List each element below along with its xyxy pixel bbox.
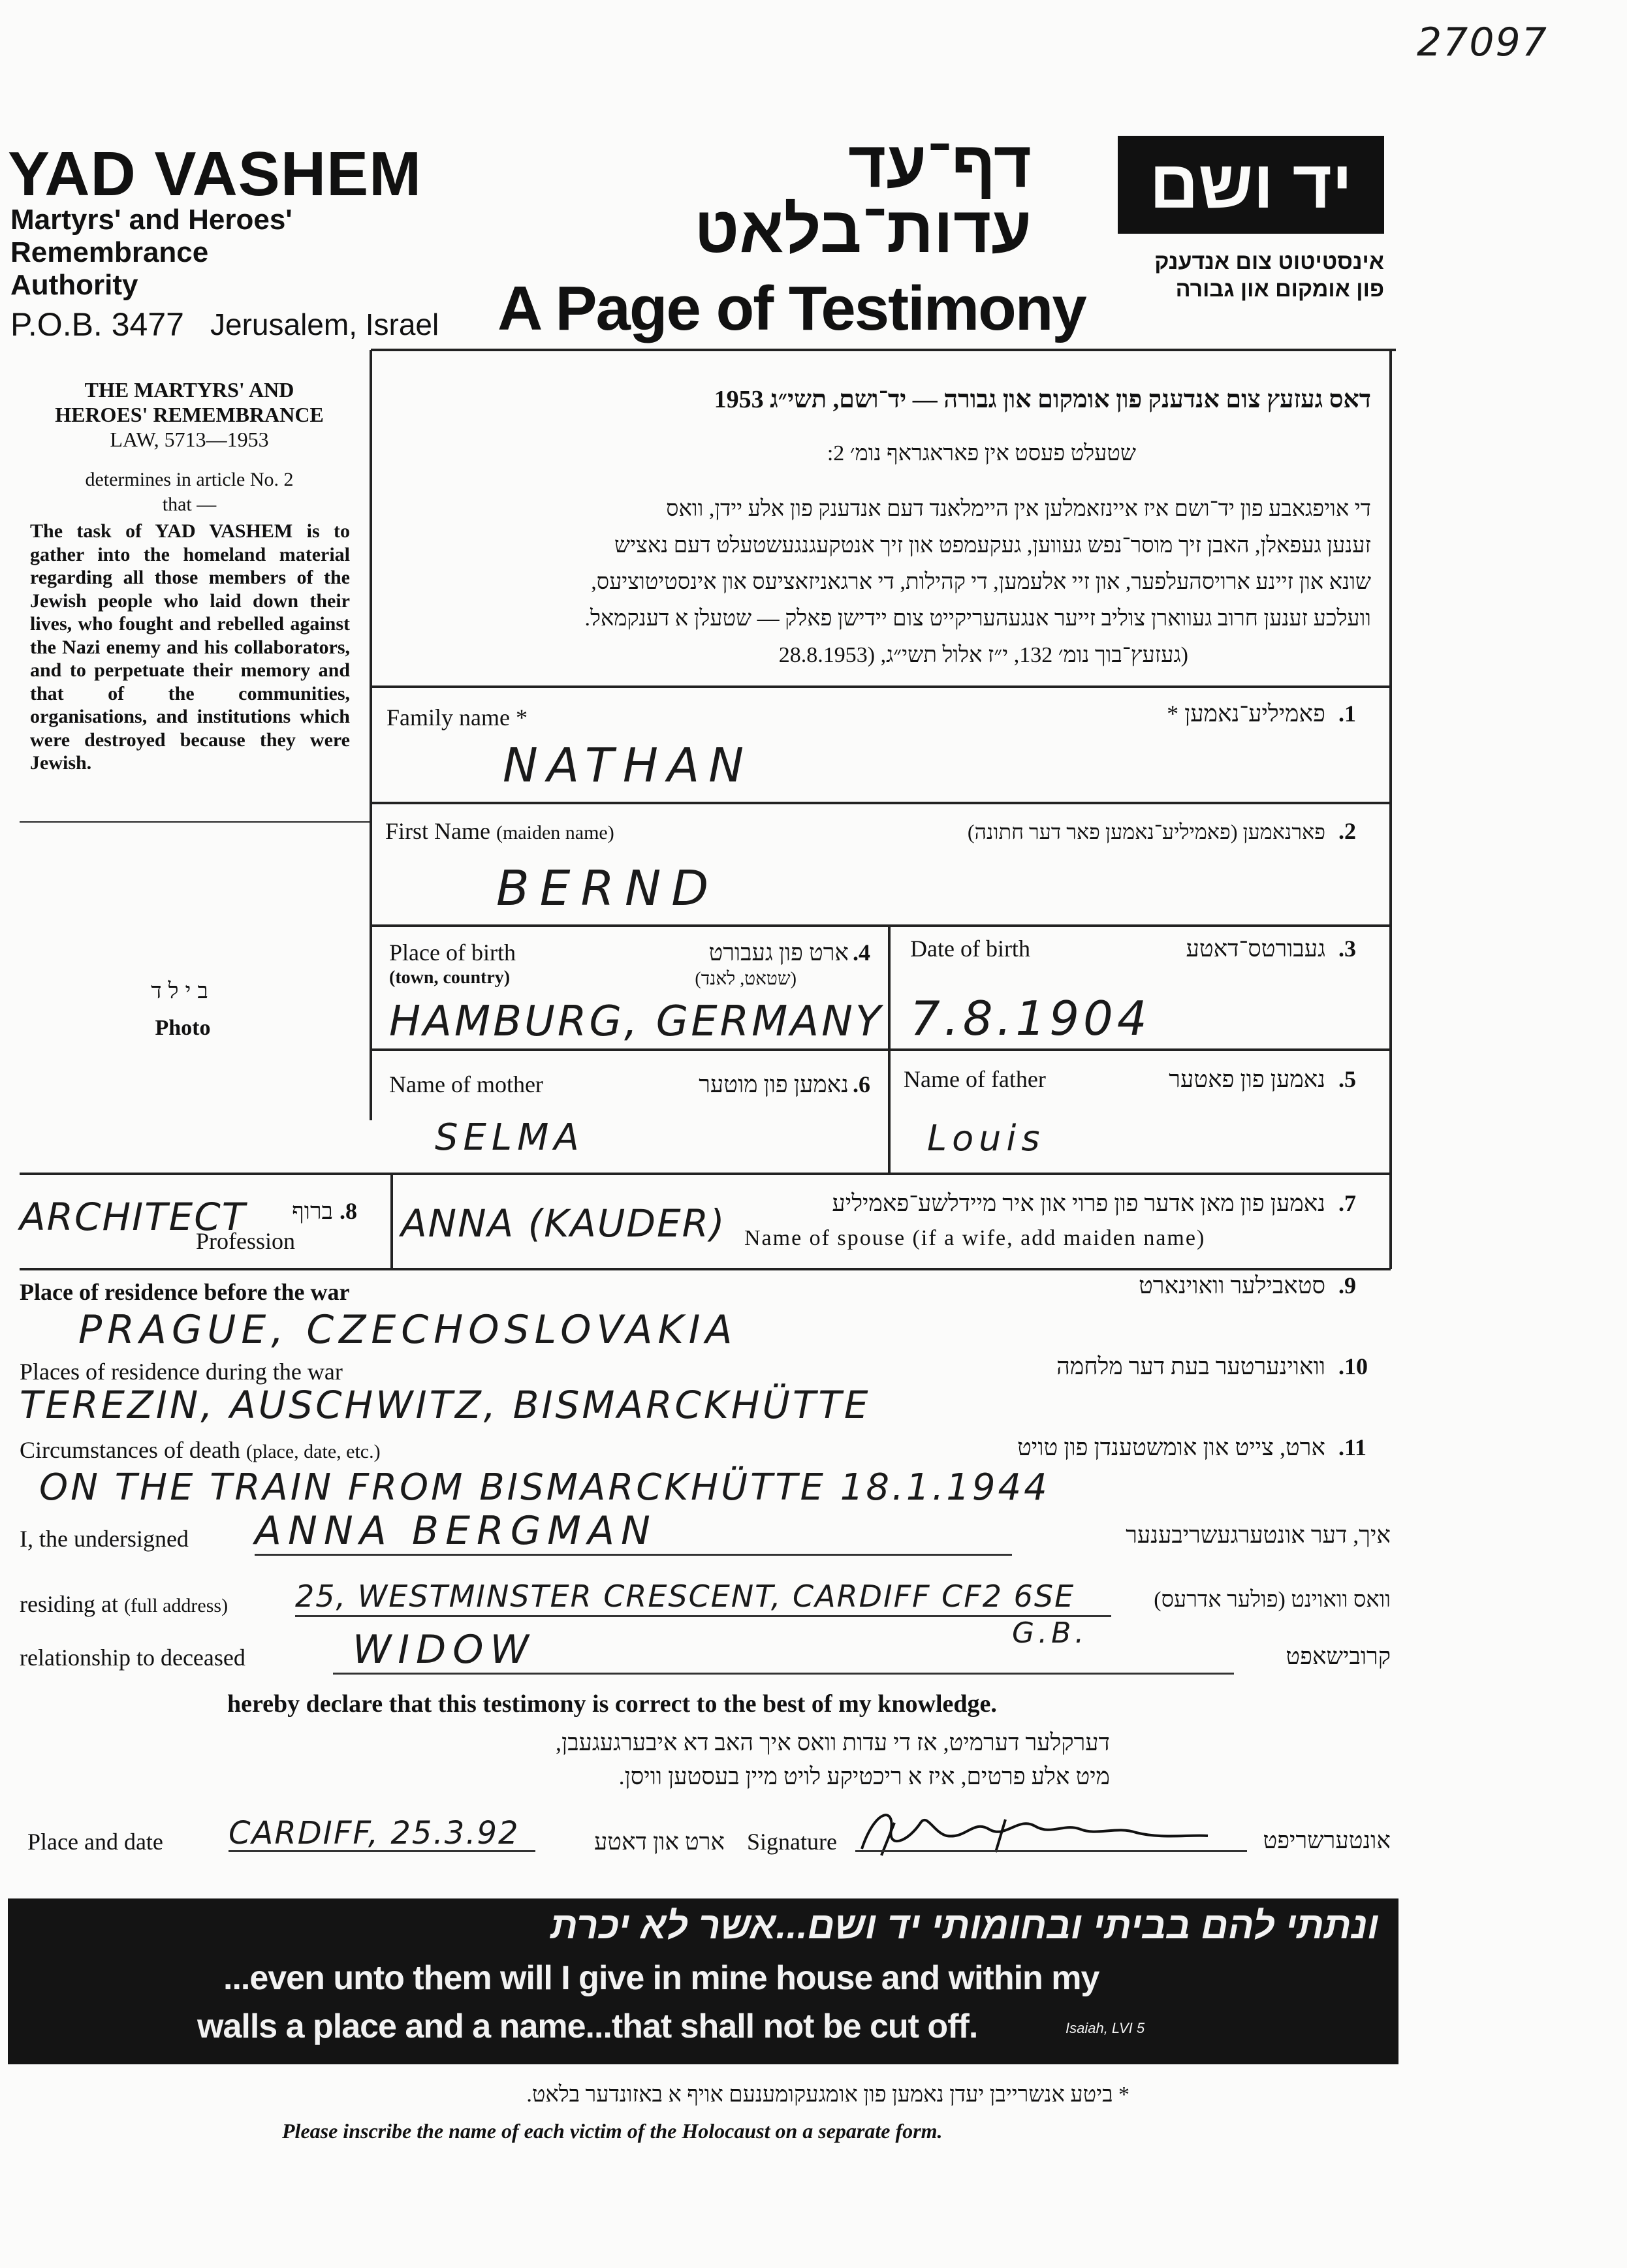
- row-rule-6: [20, 1268, 1391, 1270]
- institute-line-1: אינסטיטוט צום אנדענק: [1154, 249, 1384, 274]
- city: Jerusalem, Israel: [210, 307, 439, 341]
- split-rule-2: [888, 1050, 891, 1174]
- place-of-birth-label: Place of birth: [389, 939, 516, 966]
- residing-value[interactable]: 25, WESTMINSTER CRESCENT, CARDIFF CF2 6SE: [295, 1579, 1075, 1614]
- residence-during-label: Places of residence during the war: [20, 1359, 343, 1385]
- relationship-line: [333, 1673, 1234, 1675]
- residence-during-label-yi: וואוינערטער בעת דער מלחמה: [1056, 1353, 1325, 1379]
- split-rule-1: [888, 926, 891, 1050]
- yad-vashem-logo: יד ושם: [1118, 136, 1384, 234]
- father-name-value[interactable]: Louis: [927, 1118, 1045, 1159]
- photo-label-he: בילד: [151, 979, 215, 1003]
- place-date-label: Place and date: [27, 1829, 163, 1855]
- first-name-value[interactable]: BERND: [496, 860, 719, 917]
- header-rule: [371, 349, 1396, 351]
- residence-before-value[interactable]: PRAGUE, CZECHOSLOVAKIA: [78, 1307, 738, 1353]
- place-of-birth-label-yi: ארט פון געבורט: [708, 939, 849, 966]
- first-name-label-yi: פארנאמען (פאמיליע־נאמען פאר דער חתונה): [967, 820, 1325, 843]
- place-of-birth-value[interactable]: HAMBURG, GERMANY: [389, 998, 884, 1046]
- mother-name-value[interactable]: SELMA: [435, 1116, 584, 1159]
- law-yiddish-2: שטעלט פעסט אין פאראגראף נומ׳ 2:: [827, 441, 1136, 465]
- law-rule: [20, 821, 370, 823]
- family-name-value[interactable]: NATHAN: [503, 738, 753, 793]
- banner-line-2: walls a place and a name...that shall not be cut off.: [197, 2008, 978, 2045]
- residing-line: [295, 1615, 1111, 1617]
- profession-label-yi: ברוף: [292, 1198, 333, 1224]
- signature-line: [855, 1850, 1247, 1852]
- field-5-number: .5: [1338, 1066, 1356, 1092]
- place-date-label-yi: ארט און דאטע: [593, 1829, 725, 1855]
- field-6-number: .6: [853, 1071, 870, 1097]
- father-name-label-yi: נאמען פון פאטער: [1169, 1066, 1325, 1092]
- first-name-label: First Name (maiden name): [385, 818, 614, 844]
- banner-line-1: ...even unto them will I give in mine house and within my: [223, 1959, 1099, 1997]
- yiddish-title-2: עדות־בלאט: [694, 193, 1032, 266]
- circumstances-label: Circumstances of death (place, date, etc.): [20, 1437, 381, 1463]
- family-name-label: Family name *: [387, 704, 528, 731]
- isaiah-banner: [8, 1898, 1398, 2064]
- mother-name-label-yi: נאמען פון מוטער: [699, 1071, 849, 1097]
- law-yiddish-1: דאס געזעץ צום אנדענק פון אומקום און גבורה — יד־ושם, תשי״ג 1953: [714, 386, 1371, 413]
- place-of-birth-sub-yi: (שטאט, לאנד): [695, 969, 797, 989]
- footer-english: Please inscribe the name of each victim of the Holocaust on a separate form.: [282, 2119, 943, 2143]
- declaration-yi-2: מיט אלע פרטים, איז א ריכטיקע לויט מיין בעסטען וויסן.: [618, 1763, 1110, 1789]
- place-of-birth-sub: (town, country): [389, 968, 511, 988]
- place-date-value[interactable]: CARDIFF, 25.3.92: [229, 1815, 520, 1851]
- declaration-yi-1: דערקלער דערמיט, אז די עדות וואס איך האב דא איבערגעגעבן,: [556, 1729, 1110, 1756]
- relationship-value[interactable]: WIDOW: [353, 1627, 535, 1673]
- place-date-line: [229, 1850, 535, 1852]
- form-right-rule: [1389, 350, 1392, 1269]
- law-body: The task of YAD VASHEM is to gather into the homeland material regarding all those members of the Jewish people who laid down their lives, who fought and rebelled against the Nazi enemy and his collaborators, and to perpetuate their memory and that of the communities, organisations, and institutions which were destroyed because they were Jewish.: [30, 520, 350, 774]
- spouse-label-yi: נאמען פון מאן אדער פון פרוי און איר מיידלשע־פאמיליע: [832, 1190, 1325, 1216]
- undersigned-line: [255, 1554, 1012, 1556]
- row-rule-4: [371, 1048, 1391, 1051]
- field-2-number: .2: [1338, 818, 1356, 844]
- mother-name-label: Name of mother: [389, 1071, 543, 1097]
- field-7-number: .7: [1338, 1190, 1356, 1216]
- law-determines: determines in article No. 2: [85, 469, 294, 490]
- row-rule-1: [371, 685, 1391, 688]
- archive-number: 27097: [1417, 20, 1548, 65]
- residence-before-label: Place of residence before the war: [20, 1279, 350, 1305]
- field-10-number: .10: [1338, 1353, 1368, 1379]
- spouse-value[interactable]: ANNA (KAUDER): [401, 1201, 726, 1246]
- relationship-label: relationship to deceased: [20, 1645, 245, 1671]
- residing-value-2[interactable]: G.B.: [1012, 1616, 1088, 1650]
- signature-image[interactable]: [855, 1803, 1221, 1865]
- signature-label: Signature: [747, 1829, 837, 1855]
- photo-label-en: Photo: [155, 1016, 211, 1040]
- law-that: that —: [162, 494, 217, 515]
- spouse-label: Name of spouse (if a wife, add maiden name): [744, 1226, 1206, 1250]
- institute-line-2: פון אומקום און גבורה: [1175, 277, 1384, 302]
- row-rule-5: [371, 1173, 1391, 1175]
- residence-before-label-yi: סטאבילער וואוינארט: [1139, 1272, 1325, 1299]
- banner-hebrew: ונתתי להם בביתי ובחומותי יד ושם...אשר לא יכרת: [550, 1904, 1379, 1947]
- field-8-number: .8: [340, 1198, 357, 1224]
- undersigned-value[interactable]: ANNA BERGMAN: [255, 1508, 657, 1554]
- circumstances-value[interactable]: ON THE TRAIN FROM BISMARCKHÜTTE 18.1.1944: [39, 1466, 1050, 1509]
- law-title: THE MARTYRS' AND HEROES' REMEMBRANCE LAW, 5713—1953: [55, 378, 324, 451]
- signature-label-yi: אונטערשריפט: [1263, 1827, 1391, 1853]
- field-4-number: .4: [853, 939, 870, 966]
- law-yiddish-body: די אויפגאבע פון יד־ושם איז איינזאמלען אין היימלאנד דעם אנדענק פון אלע יידן, וואס זענען געפאלן, האבן זיך מוסר־נפש געווען, געקעמפט און זיך אנטקעגנגעשטעלט דעם נאציש שונא און זיינע ארויסהעלפער, און זיי אלעמען, די קהילות, די ארגאניזאציעס און אינסטיטוציעס, וועלכע זענען חרוב געווארן צוליב זייער אנגעהעריקייט צום יידישן פאלק — שטעלן א דענקמאל. (געזעץ־בוך נומ׳ 132, י״ז אלול תשי״ג, (28.8.1953: [584, 497, 1371, 667]
- relationship-label-yi: קרובישאפט: [1286, 1643, 1391, 1669]
- field-1-number: .1: [1338, 701, 1356, 727]
- page-title: A Page of Testimony: [498, 274, 1086, 343]
- form-left-rule: [370, 350, 372, 1120]
- date-of-birth-value[interactable]: 7.8.1904: [910, 991, 1151, 1046]
- profession-value[interactable]: ARCHITECT: [20, 1195, 247, 1239]
- banner-source: Isaiah, LVI 5: [1066, 2020, 1145, 2036]
- pob: P.O.B. 3477: [10, 306, 184, 343]
- family-name-label-yi: פאמיליע־נאמען *: [1167, 701, 1325, 727]
- circumstances-label-yi: ארט, צייט און אומשטענדן פון טויט: [1017, 1434, 1325, 1460]
- org-name: YAD VASHEM: [8, 139, 422, 209]
- row-rule-3: [371, 924, 1391, 927]
- yiddish-title-1: דף־עד: [847, 128, 1032, 201]
- residing-label-yi: וואס וואוינט (פולער אדרעס): [1154, 1588, 1391, 1612]
- footer-yiddish: * ביטע אנשרייבן יעדן נאמען פון אומגעקומענעם אויף א באזונדער בלאט.: [526, 2083, 1129, 2107]
- date-of-birth-label-yi: געבורטס־דאטע: [1186, 936, 1325, 962]
- date-of-birth-label: Date of birth: [910, 936, 1030, 962]
- row-rule-2: [371, 802, 1391, 804]
- field-9-number: .9: [1338, 1272, 1356, 1299]
- father-name-label: Name of father: [904, 1066, 1046, 1092]
- org-subtitle: Martyrs' and Heroes' Remembrance Authority: [10, 204, 292, 301]
- residing-label: residing at (full address): [20, 1591, 229, 1617]
- undersigned-label-yi: איך, דער אונטערגעשריבענער: [1126, 1522, 1391, 1548]
- declaration-en: hereby declare that this testimony is correct to the best of my knowledge.: [227, 1690, 997, 1718]
- split-rule-3: [390, 1173, 393, 1270]
- residence-during-value[interactable]: TEREZIN, AUSCHWITZ, BISMARCKHÜTTE: [20, 1383, 871, 1427]
- undersigned-label: I, the undersigned: [20, 1526, 189, 1552]
- field-3-number: .3: [1338, 936, 1356, 962]
- row-rule-5-left: [20, 1173, 372, 1175]
- profession-label: Profession: [196, 1228, 295, 1254]
- field-11-number: .11: [1338, 1434, 1367, 1460]
